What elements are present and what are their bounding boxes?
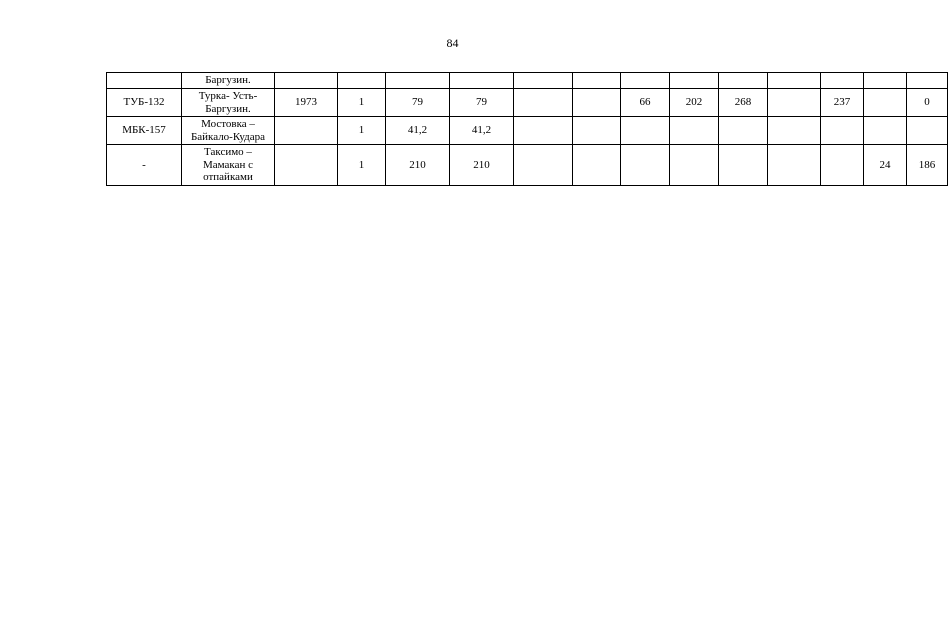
- table-cell: 41,2: [386, 117, 450, 145]
- table-cell: [821, 73, 864, 89]
- table-cell: [450, 73, 514, 89]
- table-cell: [514, 117, 573, 145]
- table-cell: [573, 145, 621, 186]
- table-cell: 79: [450, 89, 514, 117]
- table-cell: [864, 73, 907, 89]
- table-cell: [719, 117, 768, 145]
- table-cell: 66: [621, 89, 670, 117]
- table-cell: ТУБ-132: [107, 89, 182, 117]
- table-cell: [514, 73, 573, 89]
- table-cell: 1: [338, 145, 386, 186]
- table-cell: [182, 145, 275, 186]
- table-cell: 210: [386, 145, 450, 186]
- table-cell: [386, 73, 450, 89]
- table-cell: [719, 73, 768, 89]
- table-row: [107, 145, 948, 186]
- table-cell: 41,2: [450, 117, 514, 145]
- table-cell: 79: [386, 89, 450, 117]
- table-cell: [573, 73, 621, 89]
- table-cell: [275, 145, 338, 186]
- table-cell: 1: [338, 89, 386, 117]
- table-cell: [768, 145, 821, 186]
- table-cell: [621, 145, 670, 186]
- table-cell: 186: [907, 145, 948, 186]
- table-cell: 1: [338, 117, 386, 145]
- table-cell: [670, 117, 719, 145]
- table-cell: [275, 117, 338, 145]
- table-cell: [768, 89, 821, 117]
- data-table-container: [106, 72, 936, 186]
- table-cell: [907, 73, 948, 89]
- table-cell-line: Мостовка –: [201, 118, 255, 130]
- table-cell: 210: [450, 145, 514, 186]
- table-cell: Баргузин.: [182, 73, 275, 89]
- table-row: [107, 73, 948, 89]
- table-cell: -: [107, 145, 182, 186]
- table-cell-line: Таксимо –: [204, 146, 252, 158]
- table-cell-line: Байкало-Кудара: [190, 130, 266, 143]
- table-cell-line: Баргузин.: [205, 102, 251, 115]
- table-cell: [864, 117, 907, 145]
- table-cell: 268: [719, 89, 768, 117]
- page-number: 84: [446, 36, 459, 50]
- table-cell: 24: [864, 145, 907, 186]
- table-cell: [821, 117, 864, 145]
- table-cell: [182, 89, 275, 117]
- table-cell: [573, 89, 621, 117]
- table-cell: [182, 117, 275, 145]
- table-cell: [670, 73, 719, 89]
- table-cell-line: Турка- Усть-: [198, 90, 258, 102]
- table-cell: [514, 89, 573, 117]
- table-cell: [621, 73, 670, 89]
- table-row: [107, 117, 948, 145]
- table-row: [107, 89, 948, 117]
- table-cell: [514, 145, 573, 186]
- table-cell: [719, 145, 768, 186]
- table-cell: [907, 117, 948, 145]
- table-cell: 1973: [275, 89, 338, 117]
- data-table: [106, 72, 948, 186]
- table-cell: [768, 117, 821, 145]
- table-cell: МБК-157: [107, 117, 182, 145]
- table-cell-line: Мамакан с: [202, 158, 253, 171]
- table-cell: [670, 145, 719, 186]
- table-cell: 0: [907, 89, 948, 117]
- table-cell-line: отпайками: [203, 171, 253, 183]
- table-cell: [573, 117, 621, 145]
- table-cell: 202: [670, 89, 719, 117]
- table-cell: [821, 145, 864, 186]
- table-cell: [338, 73, 386, 89]
- table-cell: [275, 73, 338, 89]
- table-cell: 237: [821, 89, 864, 117]
- table-cell: [864, 89, 907, 117]
- table-cell: [768, 73, 821, 89]
- table-cell: [107, 73, 182, 89]
- table-cell: [621, 117, 670, 145]
